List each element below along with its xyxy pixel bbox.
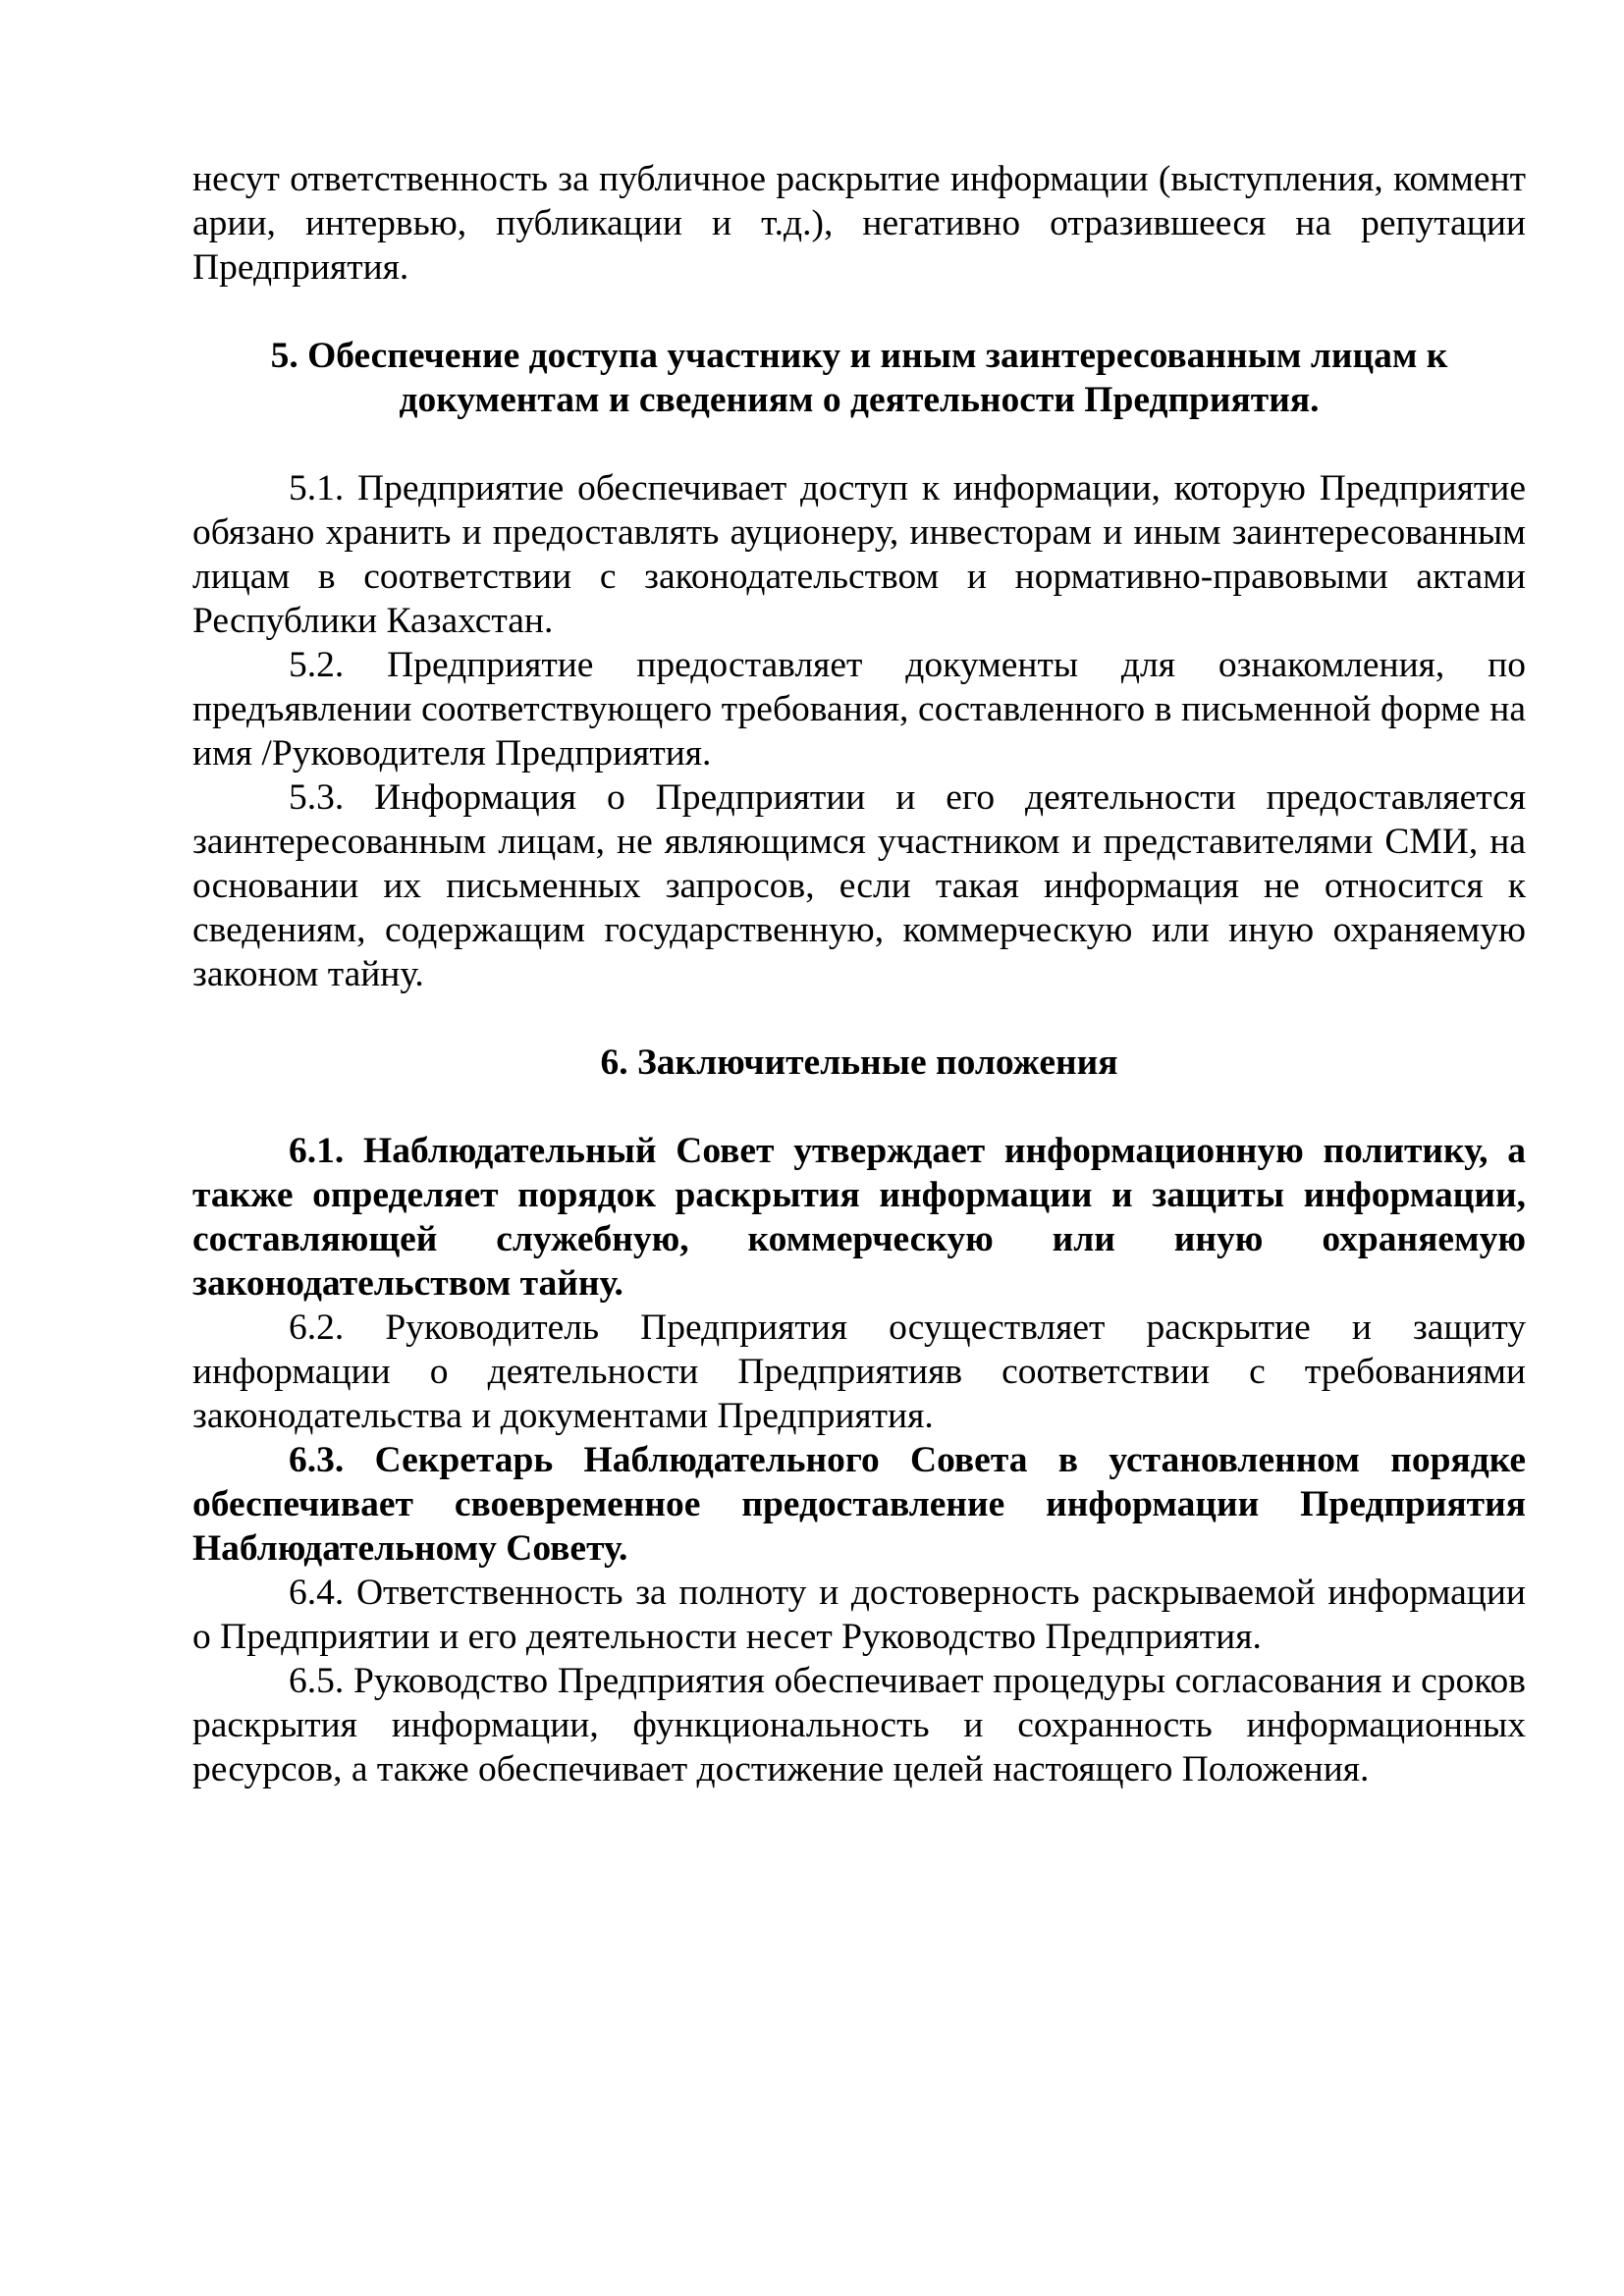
section-5-heading-line-2: документам и сведениям о деятельности Предприятия. [399, 380, 1320, 420]
intro-paragraph: несут ответственность за публичное раскрытие информации (выступления, коммент арии, интервью, публикации и т.д.), негативно отразившееся на репутации Предприятия. [192, 159, 1526, 288]
clause-text: Секретарь Наблюдательного Совета в установленном порядке обеспечивает своевременное предоставление информации Предприятия Наблюдательному Совету. [192, 1440, 1527, 1569]
clause-6-1 [192, 1129, 1526, 1306]
clause-number: 5.3. [289, 777, 345, 818]
clause-text: Наблюдательный Совет утверждает информационную политику, а также определяет порядок раскрытия информации и защиты информации, составляющей служебную, коммерческую или иную охраняемую законодательством тайну. [192, 1131, 1527, 1304]
clause-6-4 [192, 1571, 1526, 1659]
document-page [192, 157, 1526, 1791]
section-5-heading [192, 334, 1526, 422]
clause-number: 6.2. [289, 1308, 345, 1348]
clause-number: 5.1. [289, 468, 345, 508]
clause-6-3 [192, 1438, 1526, 1571]
clause-5-1 [192, 466, 1526, 643]
clause-6-2 [192, 1306, 1526, 1438]
clause-text: Ответственность за полноту и достоверность раскрываемой информации о Предприятии и его деятельности несет Руководство Предприятия. [192, 1573, 1527, 1657]
clause-number: 6.3. [289, 1440, 345, 1480]
clause-text: Предприятие предоставляет документы для ознакомления, по предъявлении соответствующего требования, составленного в письменной форме на имя /Руководителя Предприятия. [192, 645, 1526, 774]
clause-text: Руководство Предприятия обеспечивает процедуры согласования и сроков раскрытия информации, функциональность и сохранность информационных ресурсов, а также обеспечивает достижение целей настоящего Положения. [192, 1661, 1526, 1789]
clause-5-3 [192, 775, 1526, 996]
clause-text: Предприятие обеспечивает доступ к информации, которую Предприятие обязано хранить и предоставлять ауционеру, инвесторам и иным заинтересованным лицам в соответствии с законодательством и нормативно-правовыми актами Республики Казахстан. [192, 468, 1526, 641]
section-5-heading-line-1: 5. Обеспечение доступа участнику и иным заинтересованным лицам к [270, 336, 1448, 376]
clause-6-5 [192, 1659, 1526, 1791]
clause-number: 5.2. [289, 645, 345, 685]
clause-number: 6.4. [289, 1573, 345, 1613]
clause-number: 6.5. [289, 1661, 345, 1701]
clause-number: 6.1. [289, 1131, 345, 1171]
clause-text: Информация о Предприятии и его деятельности предоставляется заинтересованным лицам, не являющимся участником и представителями СМИ, на основании их письменных запросов, если такая информация не относится к сведениям, содержащим государственную, коммерческую или иную охраняемую законом тайну. [192, 777, 1526, 994]
section-6-heading: 6. Заключительные положения [600, 1042, 1118, 1083]
clause-5-2 [192, 643, 1526, 775]
clause-text: Руководитель Предприятия осуществляет раскрытие и защиту информации о деятельности Предприятияв соответствии с требованиями законодательства и документами Предприятия. [192, 1308, 1526, 1436]
